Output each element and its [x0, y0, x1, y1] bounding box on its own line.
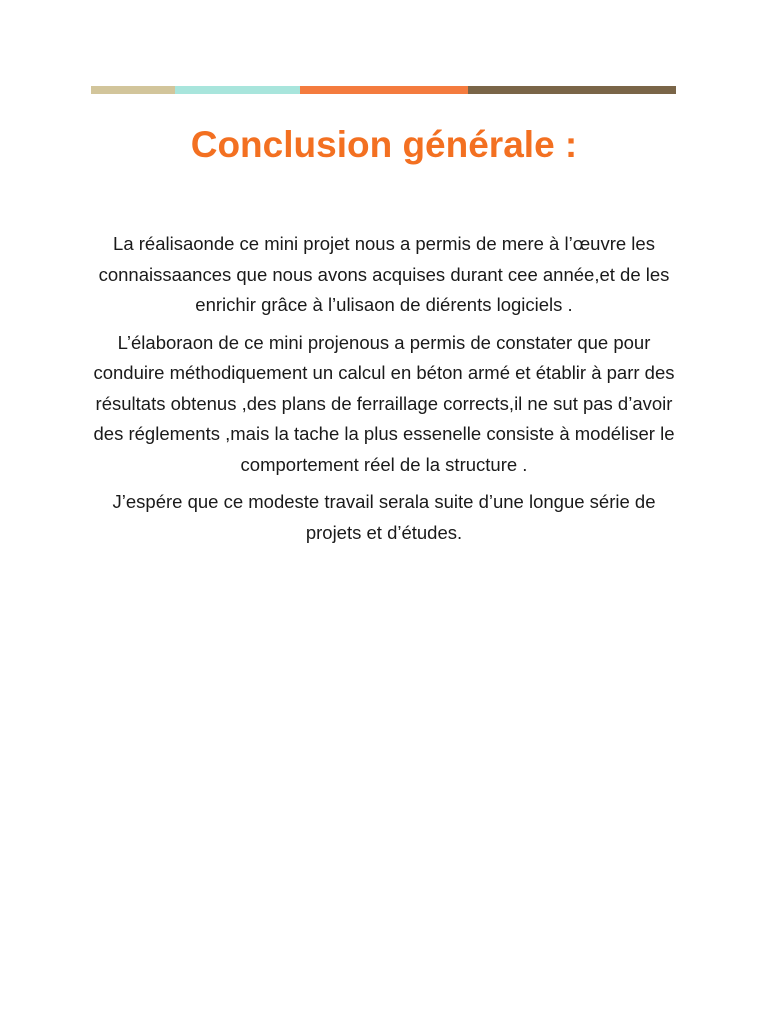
decorative-color-bar [91, 86, 676, 94]
page-title: Conclusion générale : [190, 124, 578, 165]
paragraph-1: La réalisaonde ce mini projet nous a permis de mere à l’œuvre les connaissaances que nous avons acquises durant cee année,et de les enrichir grâce à l’ulisaon de diérents logiciels . [98, 233, 670, 315]
color-bar-segment [300, 86, 468, 94]
color-bar-segment [175, 86, 300, 94]
paragraph-2: L’élaboraon de ce mini projenous a permis de constater que pour conduire méthodiquement un calcul en béton armé et établir à parr des résultats obtenus ,des plans de ferraillage corrects,il ne sut pas d’avoir des réglements ,mais la tache la plus essenelle consiste à modéliser le comportement réel de la structure . [93, 331, 675, 475]
color-bar-segment [91, 86, 175, 94]
conclusion-body [90, 229, 678, 555]
paragraph-3: J’espére que ce modeste travail serala suite d’une longue série de projets et d’études. [112, 491, 656, 543]
color-bar-segment [468, 86, 676, 94]
